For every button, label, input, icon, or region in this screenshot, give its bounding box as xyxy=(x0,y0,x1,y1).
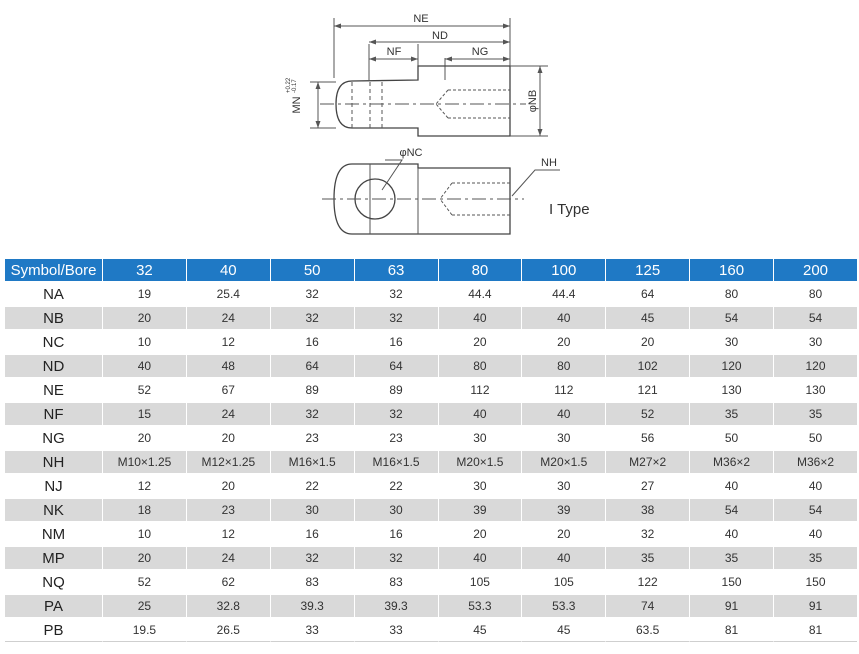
table-cell: 32 xyxy=(354,403,438,425)
header-bore: 100 xyxy=(521,259,605,281)
nh-leader xyxy=(512,170,560,196)
table-cell: 80 xyxy=(689,283,773,305)
table-cell: 130 xyxy=(773,379,857,401)
header-bore: 63 xyxy=(354,259,438,281)
table-cell: 122 xyxy=(605,571,689,593)
table-cell: 20 xyxy=(102,307,186,329)
table-cell: 22 xyxy=(270,475,354,497)
header-symbol-bore: Symbol/Bore xyxy=(5,259,102,281)
table-cell: 33 xyxy=(270,619,354,642)
mn-tolerance-lower: -0.17 xyxy=(292,79,298,93)
row-symbol: NE xyxy=(5,379,102,401)
table-cell: 50 xyxy=(689,427,773,449)
table-row xyxy=(5,379,857,401)
table-cell: M27×2 xyxy=(605,451,689,473)
table-cell: 40 xyxy=(521,403,605,425)
table-row xyxy=(5,451,857,473)
table-cell: 50 xyxy=(773,427,857,449)
table-cell: 40 xyxy=(438,307,522,329)
row-symbol: NB xyxy=(5,307,102,329)
table-cell: 130 xyxy=(689,379,773,401)
table-cell: 54 xyxy=(689,307,773,329)
table-cell: 10 xyxy=(102,523,186,545)
table-cell: 64 xyxy=(270,355,354,377)
table-cell: 16 xyxy=(354,523,438,545)
nb-label-group xyxy=(527,90,539,112)
table-cell: 56 xyxy=(605,427,689,449)
row-symbol: NQ xyxy=(5,571,102,593)
table-cell: 40 xyxy=(521,547,605,569)
table-cell: 25.4 xyxy=(186,283,270,305)
table-cell: 24 xyxy=(186,307,270,329)
row-symbol: MP xyxy=(5,547,102,569)
ne-label: NE xyxy=(413,13,429,25)
table-cell: 32 xyxy=(270,307,354,329)
row-symbol: NC xyxy=(5,331,102,353)
table-cell: 39.3 xyxy=(270,595,354,617)
table-cell: 53.3 xyxy=(521,595,605,617)
table-cell: 12 xyxy=(102,475,186,497)
table-cell: 40 xyxy=(438,547,522,569)
table-cell: M36×2 xyxy=(689,451,773,473)
table-cell: 54 xyxy=(773,307,857,329)
table-row xyxy=(5,283,857,305)
table-cell: 81 xyxy=(689,619,773,642)
table-cell: 19 xyxy=(102,283,186,305)
table-cell: 89 xyxy=(270,379,354,401)
table-row xyxy=(5,619,857,642)
table-cell: 64 xyxy=(605,283,689,305)
table-row xyxy=(5,331,857,353)
table-cell: 23 xyxy=(270,427,354,449)
table-cell: 40 xyxy=(773,523,857,545)
nb-label: φNB xyxy=(527,89,539,113)
top-view-outline xyxy=(336,66,510,136)
table-cell: 91 xyxy=(773,595,857,617)
table-cell: 30 xyxy=(354,499,438,521)
table-row xyxy=(5,403,857,425)
table-cell: 91 xyxy=(689,595,773,617)
nd-label: ND xyxy=(432,30,448,42)
table-cell: 20 xyxy=(102,547,186,569)
table-cell: 20 xyxy=(186,427,270,449)
table-cell: 12 xyxy=(186,331,270,353)
table-cell: 39 xyxy=(438,499,522,521)
table-row xyxy=(5,571,857,593)
table-cell: 10 xyxy=(102,331,186,353)
table-cell: 80 xyxy=(773,283,857,305)
header-bore: 32 xyxy=(102,259,186,281)
dimension-table xyxy=(5,257,857,644)
table-cell: 27 xyxy=(605,475,689,497)
table-cell: 26.5 xyxy=(186,619,270,642)
row-symbol: NF xyxy=(5,403,102,425)
table-cell: 35 xyxy=(773,547,857,569)
table-cell: 20 xyxy=(102,427,186,449)
row-symbol: PB xyxy=(5,619,102,642)
table-cell: 53.3 xyxy=(438,595,522,617)
table-cell: 45 xyxy=(438,619,522,642)
row-symbol: NJ xyxy=(5,475,102,497)
table-cell: 64 xyxy=(354,355,438,377)
row-symbol: NH xyxy=(5,451,102,473)
table-cell: 52 xyxy=(605,403,689,425)
table-cell: 35 xyxy=(689,547,773,569)
i-type-clevis-drawing xyxy=(0,0,859,250)
table-cell: 20 xyxy=(605,331,689,353)
table-row xyxy=(5,427,857,449)
table-cell: 45 xyxy=(605,307,689,329)
table-cell: 15 xyxy=(102,403,186,425)
table-row xyxy=(5,475,857,497)
row-symbol: ND xyxy=(5,355,102,377)
table-body xyxy=(5,283,857,642)
table-cell: 150 xyxy=(773,571,857,593)
table-cell: 81 xyxy=(773,619,857,642)
table-cell: 35 xyxy=(605,547,689,569)
table-row xyxy=(5,523,857,545)
table-cell: 30 xyxy=(438,475,522,497)
table-cell: 23 xyxy=(186,499,270,521)
table-cell: 102 xyxy=(605,355,689,377)
table-row xyxy=(5,547,857,569)
table-cell: M10×1.25 xyxy=(102,451,186,473)
table-cell: 19.5 xyxy=(102,619,186,642)
table-cell: 32 xyxy=(354,307,438,329)
nc-label: φNC xyxy=(399,147,423,159)
table-cell: 30 xyxy=(773,331,857,353)
table-cell: M12×1.25 xyxy=(186,451,270,473)
table-cell: 121 xyxy=(605,379,689,401)
row-symbol: PA xyxy=(5,595,102,617)
table-cell: 32 xyxy=(270,283,354,305)
table-cell: 20 xyxy=(438,331,522,353)
table-cell: 40 xyxy=(773,475,857,497)
table-cell: 120 xyxy=(689,355,773,377)
table-cell: 39.3 xyxy=(354,595,438,617)
mn-tolerance-upper: +0.22 xyxy=(286,77,292,93)
table-cell: 39 xyxy=(521,499,605,521)
table-cell: 120 xyxy=(773,355,857,377)
row-symbol: NK xyxy=(5,499,102,521)
row-symbol: NM xyxy=(5,523,102,545)
table-cell: 54 xyxy=(773,499,857,521)
table-cell: 32 xyxy=(605,523,689,545)
row-symbol: NG xyxy=(5,427,102,449)
table-cell: 12 xyxy=(186,523,270,545)
table-cell: 62 xyxy=(186,571,270,593)
table-cell: 23 xyxy=(354,427,438,449)
table-cell: 44.4 xyxy=(438,283,522,305)
table-row xyxy=(5,355,857,377)
table-cell: 33 xyxy=(354,619,438,642)
table-cell: 25 xyxy=(102,595,186,617)
table-cell: 22 xyxy=(354,475,438,497)
table-cell: 20 xyxy=(438,523,522,545)
technical-drawing xyxy=(0,0,859,250)
table-cell: 18 xyxy=(102,499,186,521)
ng-label: NG xyxy=(471,46,489,58)
table-cell: 40 xyxy=(521,307,605,329)
header-bore: 40 xyxy=(186,259,270,281)
table-cell: 35 xyxy=(689,403,773,425)
table-cell: 30 xyxy=(689,331,773,353)
table-cell: 45 xyxy=(521,619,605,642)
table-row xyxy=(5,307,857,329)
table-cell: 32 xyxy=(354,547,438,569)
table-cell: 30 xyxy=(270,499,354,521)
table-header-row xyxy=(5,259,857,281)
table-cell: 20 xyxy=(521,331,605,353)
table-cell: 32 xyxy=(270,403,354,425)
table-cell: 38 xyxy=(605,499,689,521)
table-cell: 32.8 xyxy=(186,595,270,617)
table-row xyxy=(5,595,857,617)
table-row xyxy=(5,499,857,521)
table-cell: 74 xyxy=(605,595,689,617)
table-cell: 52 xyxy=(102,571,186,593)
table-cell: 44.4 xyxy=(521,283,605,305)
table-cell: 83 xyxy=(354,571,438,593)
table-cell: 112 xyxy=(438,379,522,401)
table-cell: 30 xyxy=(521,427,605,449)
table-cell: 20 xyxy=(521,523,605,545)
table-cell: 52 xyxy=(102,379,186,401)
table-cell: 40 xyxy=(689,523,773,545)
table-cell: 40 xyxy=(689,475,773,497)
header-bore: 80 xyxy=(438,259,522,281)
table-cell: 16 xyxy=(270,523,354,545)
table-cell: 20 xyxy=(186,475,270,497)
table-cell: 54 xyxy=(689,499,773,521)
nh-label: NH xyxy=(541,157,557,169)
table-cell: M16×1.5 xyxy=(270,451,354,473)
table-cell: 32 xyxy=(270,547,354,569)
mn-label: MN xyxy=(291,96,303,114)
table-cell: 30 xyxy=(521,475,605,497)
header-bore: 125 xyxy=(605,259,689,281)
table-cell: 83 xyxy=(270,571,354,593)
table-cell: M20×1.5 xyxy=(438,451,522,473)
table-cell: 16 xyxy=(354,331,438,353)
table-cell: 30 xyxy=(438,427,522,449)
table-cell: M20×1.5 xyxy=(521,451,605,473)
nf-label: NF xyxy=(386,46,402,58)
table-cell: 24 xyxy=(186,403,270,425)
table-cell: 24 xyxy=(186,547,270,569)
table-cell: 80 xyxy=(521,355,605,377)
mn-label-group xyxy=(286,77,303,113)
table-cell: 89 xyxy=(354,379,438,401)
table-cell: 150 xyxy=(689,571,773,593)
table-cell: 40 xyxy=(102,355,186,377)
table-cell: 63.5 xyxy=(605,619,689,642)
table-cell: 40 xyxy=(438,403,522,425)
type-label: I Type xyxy=(549,201,590,218)
table-cell: 112 xyxy=(521,379,605,401)
table-cell: 80 xyxy=(438,355,522,377)
header-bore: 160 xyxy=(689,259,773,281)
row-symbol: NA xyxy=(5,283,102,305)
table-cell: M36×2 xyxy=(773,451,857,473)
table-cell: 105 xyxy=(438,571,522,593)
table-cell: 32 xyxy=(354,283,438,305)
table-cell: 67 xyxy=(186,379,270,401)
table-cell: 105 xyxy=(521,571,605,593)
table-cell: M16×1.5 xyxy=(354,451,438,473)
table-cell: 35 xyxy=(773,403,857,425)
table-cell: 48 xyxy=(186,355,270,377)
header-bore: 200 xyxy=(773,259,857,281)
header-bore: 50 xyxy=(270,259,354,281)
table-cell: 16 xyxy=(270,331,354,353)
